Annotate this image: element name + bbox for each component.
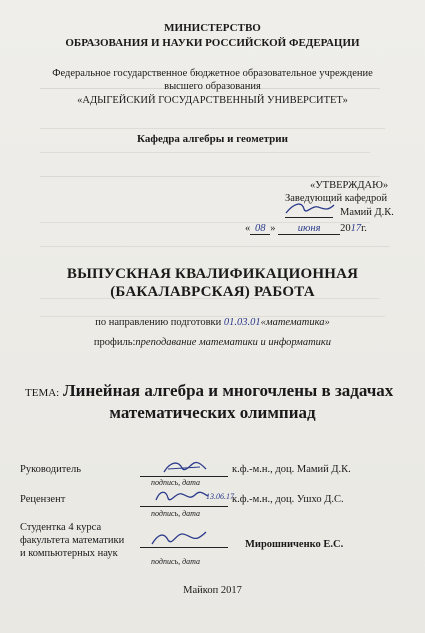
profile-line: профиль:преподавание математики и информатики xyxy=(93,337,332,348)
institution-line-3: «АДЫГЕЙСКИЙ ГОСУДАРСТВЕННЫЙ УНИВЕРСИТЕТ» xyxy=(77,95,348,106)
student-label-line-2: факультета математики xyxy=(20,535,125,546)
reviewer-handwritten-date: 13.06.17 xyxy=(206,492,234,501)
theme-line-1: Линейная алгебра и многочлены в задачах xyxy=(63,381,394,400)
student-caption: подпись, дата xyxy=(151,557,201,566)
institution-line-1: Федеральное государственное бюджетное образовательное учреждение xyxy=(52,68,373,79)
ministry-line-1: МИНИСТЕРСТВО xyxy=(164,22,261,34)
reviewer-signature-icon xyxy=(152,486,212,506)
approval-title: «УТВЕРЖДАЮ» xyxy=(310,180,389,191)
department: Кафедра алгебры и геометрии xyxy=(137,133,288,145)
approval-name: Мамий Д.К. xyxy=(340,207,394,218)
approval-role: Заведующий кафедрой xyxy=(285,193,388,204)
approval-year: 17 xyxy=(350,223,362,234)
reviewer-label: Рецензент xyxy=(20,494,66,505)
reviewer-name: к.ф.-м.н., доц. Ушхо Д.С. xyxy=(232,494,344,505)
direction-code: 01.03.01 xyxy=(223,317,261,328)
city-year: Майкоп 2017 xyxy=(183,585,242,596)
institution-line-2: высшего образования xyxy=(164,81,261,92)
direction-line: по направлению подготовки 01.03.01«математика» xyxy=(95,317,330,328)
student-signature-icon xyxy=(148,528,208,548)
supervisor-name: к.ф.-м.н., доц. Мамий Д.К. xyxy=(232,464,351,475)
reviewer-caption: подпись, дата xyxy=(151,509,201,518)
approval-date: « 08 » июня 2017г. xyxy=(245,223,367,234)
direction-name: «математика» xyxy=(260,317,330,328)
head-signature-icon xyxy=(282,199,338,219)
theme-label: ТЕМА: xyxy=(25,387,60,399)
approval-day: 08 xyxy=(250,223,270,235)
reviewer-signature-line xyxy=(140,506,228,507)
work-title-line-2: (БАКАЛАВРСКАЯ) РАБОТА xyxy=(110,284,315,300)
student-label-line-3: и компьютерных наук xyxy=(20,548,118,559)
supervisor-caption: подпись, дата xyxy=(151,478,201,487)
profile-name: преподавание математики и информатики xyxy=(135,337,332,348)
student-label-line-1: Студентка 4 курса xyxy=(20,522,102,533)
student-name: Мирошниченко Е.С. xyxy=(245,539,344,550)
ministry-line-2: ОБРАЗОВАНИЯ И НАУКИ РОССИЙСКОЙ ФЕДЕРАЦИИ xyxy=(65,37,360,49)
supervisor-signature-icon xyxy=(160,457,210,477)
theme-line-2: математических олимпиад xyxy=(109,403,316,422)
work-title-line-1: ВЫПУСКНАЯ КВАЛИФИКАЦИОННАЯ xyxy=(66,266,359,282)
approval-month: июня xyxy=(278,223,340,235)
supervisor-label: Руководитель xyxy=(20,464,81,475)
